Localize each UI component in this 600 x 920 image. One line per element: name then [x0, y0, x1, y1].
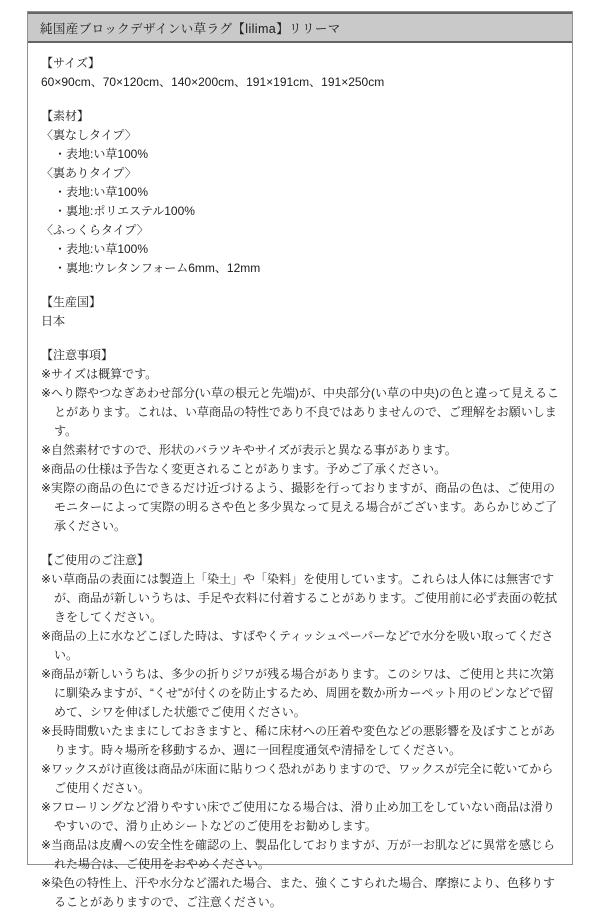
text-line: ※商品が新しいうちは、多少の折りジワが残る場合があります。このシワは、ご使用と共に次第に馴染みますが、“くせ”が付くのを防止するため、周囲を数か所カーペット用のピンなどで留めて、シワを伸ばした状態でご使用ください。	[41, 667, 555, 719]
section	[41, 346, 560, 536]
section	[41, 551, 560, 912]
section-heading: 【サイズ】	[41, 56, 101, 70]
product-info-panel	[27, 11, 573, 909]
text-line: 〈ふっくらタイプ〉	[41, 223, 149, 237]
text-line: 60×90cm、70×120cm、140×200cm、191×191cm、191×250cm	[41, 75, 385, 89]
section	[41, 54, 560, 92]
section-heading: 【注意事項】	[41, 348, 114, 362]
text-line: ・表地:い草100%	[54, 185, 149, 199]
sections-container	[28, 43, 572, 920]
text-line: ※へり際やつなぎあわせ部分(い草の根元と先端)が、中央部分(い草の中央)の色と違って見えることがあります。これは、い草商品の特性であり不良ではありませんので、ご理解をお願いします。	[41, 386, 560, 438]
text-line: ※自然素材ですので、形状のバラツキやサイズが表示と異なる事があります。	[41, 443, 457, 457]
text-line: ※商品の上に水などこぼした時は、すばやくティッシュペーパーなどで水分を吸い取ってください。	[41, 629, 554, 662]
text-line: ・裏地:ウレタンフォーム6mm、12mm	[54, 261, 261, 275]
text-line: 〈裏ありタイプ〉	[41, 166, 137, 180]
section-heading: 【生産国】	[41, 295, 102, 309]
product-title-bar	[28, 12, 572, 43]
text-line: ※サイズは概算です。	[41, 367, 158, 381]
text-line: ※ワックスがけ直後は商品が床面に貼りつく恐れがありますので、ワックスが完全に乾いてからご使用ください。	[41, 762, 554, 795]
text-line: ※染色の特性上、汗や水分など濡れた場合、また、強くこすられた場合、摩擦により、色移りすることがありますので、ご注意ください。	[41, 876, 556, 909]
text-line: 日本	[41, 314, 66, 328]
text-line: ※い草商品の表面には製造上「染土」や「染料」を使用しています。これらは人体には無害ですが、商品が新しいうちは、手足や衣料に付着することがあります。ご使用前に必ず表面の乾拭きをしてください。	[41, 572, 558, 624]
section-heading: 【ご使用のご注意】	[41, 553, 150, 567]
text-line: 〈裏なしタイプ〉	[41, 128, 137, 142]
text-line: ・表地:い草100%	[54, 242, 149, 256]
product-title: 純国産ブロックデザインい草ラグ【lilima】リリーマ	[40, 21, 341, 36]
text-line: ※長時間敷いたままにしておきますと、稀に床材への圧着や変色などの悪影響を及ぼすことがあります。時々場所を移動するか、週に一回程度通気や清掃をしてください。	[41, 724, 556, 757]
text-line: ・裏地:ポリエステル100%	[54, 204, 195, 218]
section	[41, 107, 560, 278]
text-line: ※商品の仕様は予告なく変更されることがあります。予めご了承ください。	[41, 462, 447, 476]
section-heading: 【素材】	[41, 109, 90, 123]
text-line: ※フローリングなど滑りやすい床でご使用になる場合は、滑り止め加工をしていない商品は滑りやすいので、滑り止めシートなどのご使用をお勧めします。	[41, 800, 555, 833]
text-line: ※当商品は皮膚への安全性を確認の上、製品化しておりますが、万が一お肌などに異常を感じられた場合は、ご使用をおやめください。	[41, 838, 556, 871]
text-line: ※実際の商品の色にできるだけ近づけるよう、撮影を行っておりますが、商品の色は、ご使用のモニターによって実際の明るさや色と多少異なって見える場合がございます。あらかじめご了承ください。	[41, 481, 558, 533]
text-line: ・表地:い草100%	[54, 147, 149, 161]
section	[41, 293, 560, 331]
